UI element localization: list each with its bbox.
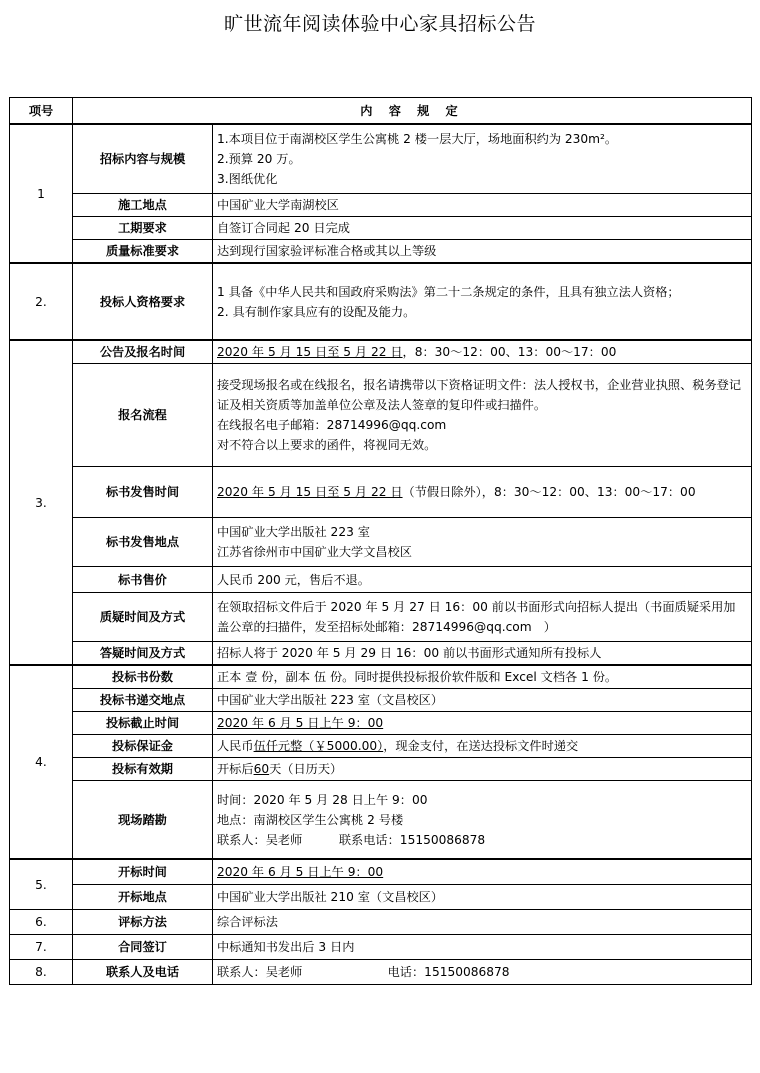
table-row	[10, 935, 752, 960]
row-label: 标书发售时间	[73, 467, 213, 518]
table-row	[10, 910, 752, 935]
table-row	[10, 263, 752, 340]
table-row	[10, 518, 752, 567]
header-item-no: 项号	[10, 98, 73, 125]
item-number: 7.	[10, 935, 73, 960]
table-row	[10, 567, 752, 593]
row-content	[213, 518, 752, 567]
row-content: 正本 壹 份，副本 伍 份。同时提供投标报价软件版和 Excel 文档各 1 份。	[213, 665, 752, 689]
table-header	[10, 98, 752, 125]
page-title: 旷世流年阅读体验中心家具招标公告	[223, 13, 536, 35]
item-number: 5.	[10, 859, 73, 910]
row-label: 投标人资格要求	[73, 263, 213, 340]
content-text: 人民币	[217, 739, 254, 753]
content-line: 1.本项目位于南湖校区学生公寓桃 2 楼一层大厅，场地面积约为 230m²。	[217, 132, 618, 146]
table-row	[10, 859, 752, 885]
content-text: 天（日历天）	[269, 762, 343, 776]
row-content: 人民币 200 元，售后不退。	[213, 567, 752, 593]
table-row	[10, 665, 752, 689]
content-text: ，现金支付，在送达投标文件时递交	[383, 739, 579, 753]
row-label: 质疑时间及方式	[73, 593, 213, 642]
content-line: 2. 具有制作家具应有的设配及能力。	[217, 304, 416, 319]
tender-table	[9, 97, 752, 985]
row-content: 中标通知书发出后 3 日内	[213, 935, 752, 960]
item-number: 4.	[10, 665, 73, 859]
row-content	[213, 735, 752, 758]
row-label: 投标书递交地点	[73, 689, 213, 712]
underlined-text: 2020 年 5 月 15 日至 5 月 22 日	[217, 485, 403, 499]
row-content: 中国矿业大学出版社 210 室（文昌校区）	[213, 885, 752, 910]
row-label: 投标保证金	[73, 735, 213, 758]
table-row	[10, 960, 752, 985]
item-number: 2.	[10, 263, 73, 340]
underlined-text: 2020 年 5 月 15 日至 5 月 22 日	[217, 345, 403, 359]
table-row	[10, 642, 752, 666]
row-label: 质量标准要求	[73, 240, 213, 264]
row-label: 现场踏勘	[73, 781, 213, 860]
table-row	[10, 217, 752, 240]
table-row	[10, 758, 752, 781]
header-content: 内 容 规 定	[73, 98, 752, 125]
item-number: 3.	[10, 340, 73, 665]
content-line: 2.预算 20 万。	[217, 152, 301, 166]
content-text: ，8：30～12：00、13：00～17：00	[402, 345, 617, 359]
underlined-text: 2020 年 6 月 5 日上午 9：00	[217, 716, 384, 730]
table-row	[10, 689, 752, 712]
content-line: 接受现场报名或在线报名，报名请携带以下资格证明文件：法人授权书，企业营业执照、税务登记证及相关资质等加盖单位公章及法人签章的复印件或扫描件。	[217, 378, 742, 412]
table-row	[10, 124, 752, 194]
row-content	[213, 263, 752, 340]
row-label: 公告及报名时间	[73, 340, 213, 364]
item-number: 1	[10, 124, 73, 263]
content-line: 中国矿业大学出版社 223 室	[217, 525, 370, 539]
row-content	[213, 781, 752, 860]
table-row	[10, 340, 752, 364]
table-row	[10, 593, 752, 642]
item-number: 6.	[10, 910, 73, 935]
row-content: 自签订合同起 20 日完成	[213, 217, 752, 240]
underlined-text: 伍仟元整（￥5000.00）	[253, 739, 384, 753]
content-text: （节假日除外），8：30～12：00、13：00～17：00	[402, 485, 696, 499]
row-content	[213, 859, 752, 885]
row-label: 标书售价	[73, 567, 213, 593]
content-text: 开标后	[217, 762, 254, 776]
row-content	[213, 467, 752, 518]
row-label: 报名流程	[73, 364, 213, 467]
row-label: 开标地点	[73, 885, 213, 910]
row-label: 招标内容与规模	[73, 124, 213, 194]
content-line: 联系人：吴老师 联系电话：15150086878	[217, 832, 486, 847]
row-content	[213, 124, 752, 194]
row-content	[213, 712, 752, 735]
content-line: 对不符合以上要求的函件，将视同无效。	[217, 438, 437, 452]
content-line: 地点：南湖校区学生公寓桃 2 号楼	[217, 812, 404, 827]
row-label: 答疑时间及方式	[73, 642, 213, 666]
row-label: 评标方法	[73, 910, 213, 935]
row-content: 中国矿业大学出版社 223 室（文昌校区）	[213, 689, 752, 712]
row-content: 联系人：吴老师 电话：15150086878	[213, 960, 752, 985]
underlined-text: 60	[253, 762, 270, 776]
row-label: 投标有效期	[73, 758, 213, 781]
item-number: 8.	[10, 960, 73, 985]
content-line: 时间：2020 年 5 月 28 日上午 9：00	[217, 792, 428, 807]
table-row	[10, 194, 752, 217]
table-row	[10, 240, 752, 264]
row-content	[213, 364, 752, 467]
content-line: 在线报名电子邮箱：28714996@qq.com	[217, 418, 447, 432]
table-row	[10, 781, 752, 860]
row-label: 投标截止时间	[73, 712, 213, 735]
row-label: 施工地点	[73, 194, 213, 217]
row-label: 合同签订	[73, 935, 213, 960]
row-content	[213, 758, 752, 781]
row-label: 标书发售地点	[73, 518, 213, 567]
row-content: 中国矿业大学南湖校区	[213, 194, 752, 217]
table-row	[10, 735, 752, 758]
row-label: 工期要求	[73, 217, 213, 240]
table-row	[10, 712, 752, 735]
row-content: 综合评标法	[213, 910, 752, 935]
table-row	[10, 885, 752, 910]
row-content	[213, 340, 752, 364]
content-line: 江苏省徐州市中国矿业大学文昌校区	[217, 545, 412, 559]
row-content: 招标人将于 2020 年 5 月 29 日 16：00 前以书面形式通知所有投标人	[213, 642, 752, 666]
row-label: 开标时间	[73, 859, 213, 885]
content-line: 1 具备《中华人民共和国政府采购法》第二十二条规定的条件，且具有独立法人资格；	[217, 284, 680, 299]
row-label: 联系人及电话	[73, 960, 213, 985]
table-row	[10, 467, 752, 518]
underlined-text: 2020 年 6 月 5 日上午 9：00	[217, 865, 384, 879]
row-content: 在领取招标文件后于 2020 年 5 月 27 日 16：00 前以书面形式向招标人提出（书面质疑采用加盖公章的扫描件，发至招标处邮箱：28714996@qq.com ）	[213, 593, 752, 642]
content-line: 3.图纸优化	[217, 172, 278, 186]
row-content: 达到现行国家验评标准合格或其以上等级	[213, 240, 752, 264]
table-row	[10, 364, 752, 467]
row-label: 投标书份数	[73, 665, 213, 689]
